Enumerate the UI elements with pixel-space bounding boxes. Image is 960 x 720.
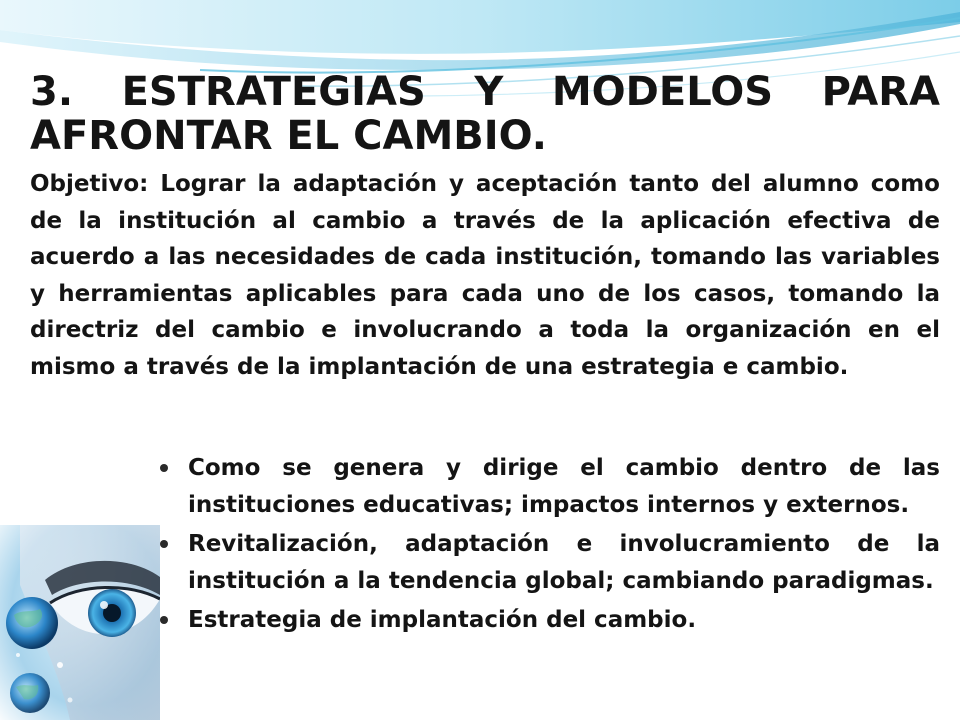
slide-content — [30, 70, 940, 385]
bullet-icon — [160, 464, 168, 472]
title-line-2: AFRONTAR EL CAMBIO. — [30, 113, 547, 159]
list-item — [160, 526, 940, 600]
bullet-icon — [160, 616, 168, 624]
title-word: Y — [474, 69, 504, 115]
list-item — [160, 450, 940, 524]
bullet-text: Como se genera y dirige el cambio dentro de las instituciones educativas; impactos internos y externos. — [188, 455, 940, 518]
eye-globe-image — [0, 525, 160, 720]
objective-paragraph: Objetivo: Lograr la adaptación y aceptación tanto del alumno como de la institución al cambio a través de la aplicación efectiva de acuerdo a las necesidades de cada institución, tomando las variables y herramientas aplicables para cada uno de los casos, tomando la directriz del cambio e involucrando a toda la organización en el mismo a través de la implantación de una estrategia e cambio. — [30, 171, 940, 380]
title-word: MODELOS — [551, 69, 774, 115]
title-word: ESTRATEGIAS — [121, 69, 426, 115]
list-item — [160, 602, 940, 639]
bullet-text: Estrategia de implantación del cambio. — [188, 607, 697, 633]
title-word: PARA — [821, 69, 940, 115]
slide-title — [30, 70, 940, 158]
bullet-icon — [160, 540, 168, 548]
bullet-text: Revitalización, adaptación e involucramiento de la institución a la tendencia global; cambiando paradigmas. — [188, 531, 940, 594]
bullet-list — [160, 450, 940, 641]
title-line-1 — [30, 70, 940, 114]
title-word: 3. — [30, 69, 74, 115]
